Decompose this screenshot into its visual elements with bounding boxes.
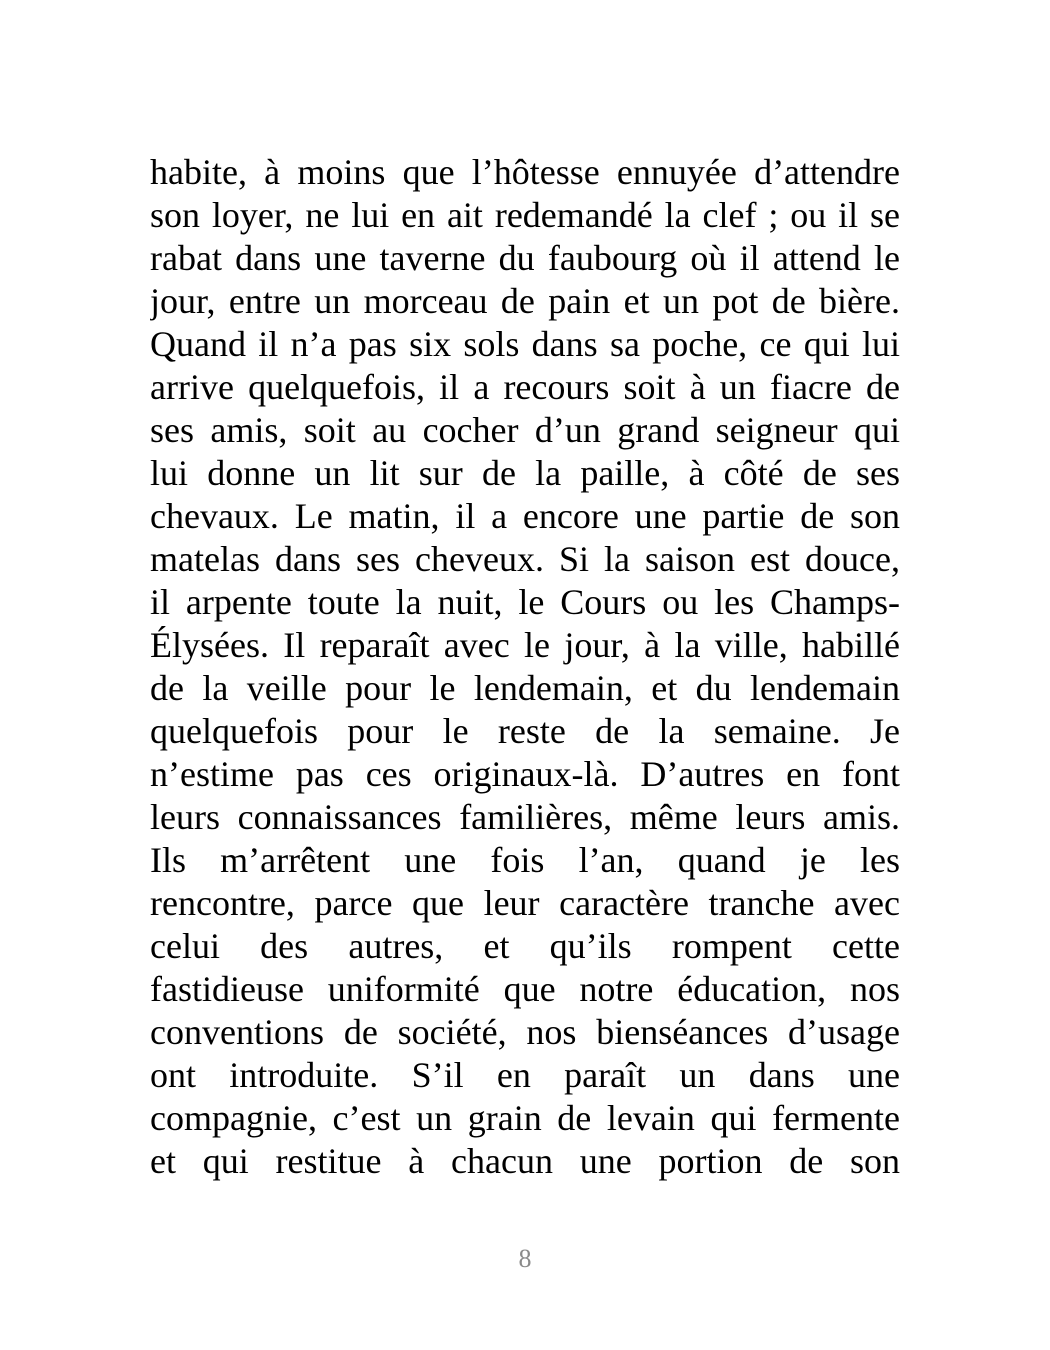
text-line: n’estime pas ces originaux-là. D’autres en font [150, 754, 900, 794]
text-line: son loyer, ne lui en ait redemandé la clef ; ou il se [150, 195, 900, 235]
text-line: compagnie, c’est un grain de levain qui fermente [150, 1098, 900, 1138]
text-line: Élysées. Il reparaît avec le jour, à la ville, habillé [150, 625, 900, 665]
text-line: celui des autres, et qu’ils rompent cette [150, 926, 900, 966]
text-line: fastidieuse uniformité que notre éducation, nos [150, 969, 900, 1009]
text-line: leurs connaissances familières, même leurs amis. [150, 797, 900, 837]
text-line: rencontre, parce que leur caractère tranche avec [150, 883, 900, 923]
text-line: chevaux. Le matin, il a encore une partie de son [150, 496, 900, 536]
text-line: matelas dans ses cheveux. Si la saison est douce, [150, 539, 900, 579]
text-line: de la veille pour le lendemain, et du lendemain [150, 668, 900, 708]
text-line: quelquefois pour le reste de la semaine. Je [150, 711, 900, 751]
text-line: ont introduite. S’il en paraît un dans une [150, 1055, 900, 1095]
text-line: habite, à moins que l’hôtesse ennuyée d’attendre [150, 152, 900, 192]
text-line: Ils m’arrêtent une fois l’an, quand je les [150, 840, 900, 880]
text-line: il arpente toute la nuit, le Cours ou les Champs- [150, 582, 900, 622]
text-line: arrive quelquefois, il a recours soit à un fiacre de [150, 367, 900, 407]
body-text [150, 151, 900, 1183]
text-line: lui donne un lit sur de la paille, à côté de ses [150, 453, 900, 493]
text-line: Quand il n’a pas six sols dans sa poche, ce qui lui [150, 324, 900, 364]
text-line: et qui restitue à chacun une portion de son [150, 1141, 900, 1181]
text-line: conventions de société, nos bienséances d’usage [150, 1012, 900, 1052]
text-line: ses amis, soit au cocher d’un grand seigneur qui [150, 410, 900, 450]
page-number: 8 [518, 1244, 532, 1273]
text-line: jour, entre un morceau de pain et un pot de bière. [150, 281, 900, 321]
text-line: rabat dans une taverne du faubourg où il attend le [150, 238, 900, 278]
